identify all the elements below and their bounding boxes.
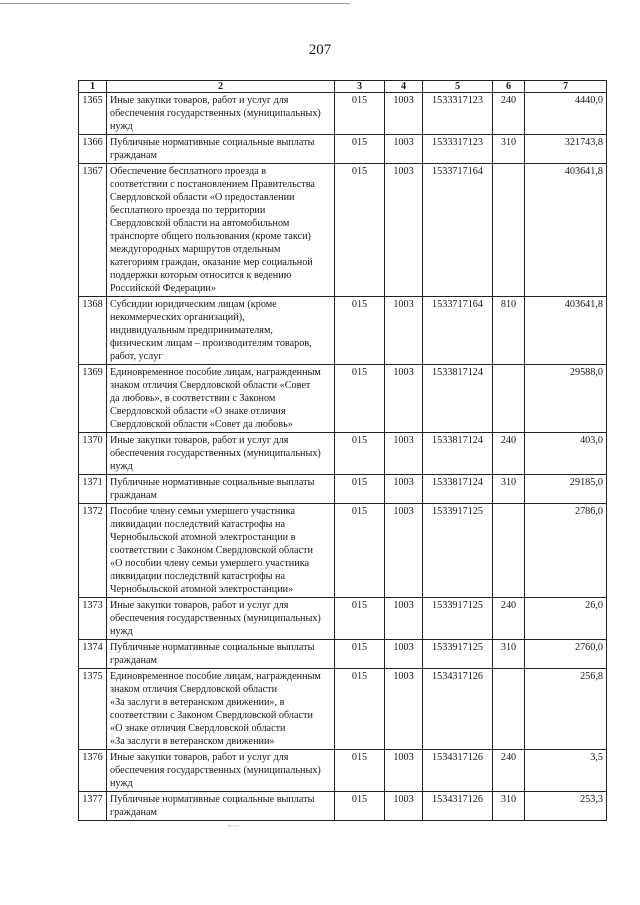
row-name-line: гражданам: [110, 490, 157, 501]
row-number: 1367: [79, 164, 107, 297]
row-section-code: 1003: [385, 433, 423, 475]
row-number: 1371: [79, 475, 107, 504]
row-number: 1377: [79, 792, 107, 821]
row-section-code: 1003: [385, 365, 423, 433]
row-target-code: 1533317123: [423, 93, 493, 135]
table-row: [79, 164, 607, 297]
row-name: [107, 750, 335, 792]
row-target-code: 1533717164: [423, 297, 493, 365]
row-target-code: 1533817124: [423, 433, 493, 475]
row-name-line: «О пособии члену семьи умершего участника: [110, 558, 310, 569]
row-section-code: 1003: [385, 640, 423, 669]
row-ministry-code: 015: [335, 504, 385, 598]
row-target-code: 1534317126: [423, 792, 493, 821]
row-name-line: соответствии с постановлением Правительства: [110, 179, 315, 190]
header-col-3: 3: [335, 81, 385, 93]
row-target-code: 1533317123: [423, 135, 493, 164]
row-expense-type: [493, 669, 525, 750]
row-name-line: индивидуальным предпринимателям,: [110, 325, 273, 336]
row-amount: 29588,0: [525, 365, 607, 433]
row-name: [107, 640, 335, 669]
row-name: [107, 365, 335, 433]
row-name: [107, 504, 335, 598]
row-target-code: 1533717164: [423, 164, 493, 297]
row-name-line: Свердловской области «О знаке отличия: [110, 406, 286, 417]
row-amount: 403641,8: [525, 297, 607, 365]
row-name-line: Пособие члену семьи умершего участника: [110, 506, 295, 517]
row-section-code: 1003: [385, 669, 423, 750]
row-number: 1368: [79, 297, 107, 365]
header-col-4: 4: [385, 81, 423, 93]
table-row: [79, 297, 607, 365]
row-ministry-code: 015: [335, 297, 385, 365]
row-name: [107, 93, 335, 135]
row-section-code: 1003: [385, 504, 423, 598]
row-name: [107, 164, 335, 297]
table-row: [79, 504, 607, 598]
row-target-code: 1533917125: [423, 504, 493, 598]
row-name-line: поддержки которым относится к ведению: [110, 270, 292, 281]
header-col-7: 7: [525, 81, 607, 93]
row-name: [107, 792, 335, 821]
header-col-5: 5: [423, 81, 493, 93]
row-name-line: работ, услуг: [110, 351, 163, 362]
table-row: [79, 669, 607, 750]
row-number: 1366: [79, 135, 107, 164]
row-expense-type: 310: [493, 475, 525, 504]
row-ministry-code: 015: [335, 365, 385, 433]
row-expense-type: 240: [493, 750, 525, 792]
row-target-code: 1534317126: [423, 750, 493, 792]
row-expense-type: 810: [493, 297, 525, 365]
row-amount: 29185,0: [525, 475, 607, 504]
row-name-line: «О знаке отличия Свердловской области: [110, 723, 286, 734]
row-expense-type: 310: [493, 640, 525, 669]
row-ministry-code: 015: [335, 640, 385, 669]
row-name-line: междугородных маршрутов отдельным: [110, 244, 281, 255]
page-number: 207: [308, 42, 332, 58]
row-number: 1376: [79, 750, 107, 792]
row-section-code: 1003: [385, 475, 423, 504]
row-name-line: нужд: [110, 626, 133, 637]
row-name-line: да любовь», в соответствии с Законом: [110, 393, 276, 404]
row-target-code: 1534317126: [423, 669, 493, 750]
row-ministry-code: 015: [335, 433, 385, 475]
row-name-line: Иные закупки товаров, работ и услуг для: [110, 600, 289, 611]
row-name-line: нужд: [110, 778, 133, 789]
row-section-code: 1003: [385, 135, 423, 164]
row-name: [107, 297, 335, 365]
row-number: 1372: [79, 504, 107, 598]
row-name-line: гражданам: [110, 150, 157, 161]
table-row: [79, 135, 607, 164]
row-target-code: 1533817124: [423, 365, 493, 433]
row-ministry-code: 015: [335, 475, 385, 504]
row-name-line: Иные закупки товаров, работ и услуг для: [110, 752, 289, 763]
row-name-line: транспорте общего пользования (кроме такси): [110, 231, 311, 242]
row-number: 1374: [79, 640, 107, 669]
row-name-line: гражданам: [110, 807, 157, 818]
row-name-line: Публичные нормативные социальные выплаты: [110, 477, 315, 488]
row-expense-type: 240: [493, 598, 525, 640]
row-name: [107, 433, 335, 475]
row-amount: 256,8: [525, 669, 607, 750]
row-name: [107, 135, 335, 164]
row-amount: 403641,8: [525, 164, 607, 297]
row-amount: 403,0: [525, 433, 607, 475]
row-target-code: 1533917125: [423, 598, 493, 640]
row-name-line: Публичные нормативные социальные выплаты: [110, 642, 315, 653]
row-name-line: бесплатного проезда по территории: [110, 205, 266, 216]
table-body: [79, 93, 607, 821]
row-ministry-code: 015: [335, 93, 385, 135]
row-name-line: физическим лицам – производителям товаров,: [110, 338, 312, 349]
row-target-code: 1533917125: [423, 640, 493, 669]
row-expense-type: 240: [493, 93, 525, 135]
row-ministry-code: 015: [335, 135, 385, 164]
row-name-line: ликвидации последствий катастрофы на: [110, 571, 285, 582]
row-number: 1365: [79, 93, 107, 135]
row-target-code: 1533817124: [423, 475, 493, 504]
row-name-line: Свердловской области на автомобильном: [110, 218, 290, 229]
row-name-line: «За заслуги в ветеранском движении»: [110, 736, 275, 747]
row-name-line: обеспечения государственных (муниципальных): [110, 108, 321, 119]
row-name-line: Обеспечение бесплатного проезда в: [110, 166, 267, 177]
row-name-line: Единовременное пособие лицам, награжденным: [110, 671, 321, 682]
row-ministry-code: 015: [335, 750, 385, 792]
row-section-code: 1003: [385, 164, 423, 297]
row-name-line: соответствии с Законом Свердловской области: [110, 545, 313, 556]
row-section-code: 1003: [385, 750, 423, 792]
row-name-line: знаком отличия Свердловской области: [110, 684, 278, 695]
row-name-line: обеспечения государственных (муниципальных): [110, 613, 321, 624]
row-name-line: Публичные нормативные социальные выплаты: [110, 137, 315, 148]
row-ministry-code: 015: [335, 164, 385, 297]
row-amount: 2760,0: [525, 640, 607, 669]
row-expense-type: 240: [493, 433, 525, 475]
row-number: 1373: [79, 598, 107, 640]
row-section-code: 1003: [385, 598, 423, 640]
header-col-2: 2: [107, 81, 335, 93]
header-row: [79, 81, 607, 93]
row-number: 1370: [79, 433, 107, 475]
row-ministry-code: 015: [335, 669, 385, 750]
table-row: [79, 750, 607, 792]
row-name: [107, 669, 335, 750]
row-amount: 26,0: [525, 598, 607, 640]
row-expense-type: 310: [493, 135, 525, 164]
row-name-line: соответствии с Законом Свердловской области: [110, 710, 313, 721]
row-name-line: «За заслуги в ветеранском движении», в: [110, 697, 285, 708]
row-name-line: Публичные нормативные социальные выплаты: [110, 794, 315, 805]
row-name-line: некоммерческих организаций),: [110, 312, 245, 323]
table-row: [79, 640, 607, 669]
row-name-line: Свердловской области «О предоставлении: [110, 192, 295, 203]
row-name-line: Субсидии юридическим лицам (кроме: [110, 299, 277, 310]
row-name-line: Российской Федерации»: [110, 283, 216, 294]
table-row: [79, 93, 607, 135]
table-row: [79, 433, 607, 475]
row-amount: 321743,8: [525, 135, 607, 164]
row-name: [107, 598, 335, 640]
row-number: 1369: [79, 365, 107, 433]
table-row: [79, 598, 607, 640]
row-number: 1375: [79, 669, 107, 750]
row-name-line: нужд: [110, 461, 133, 472]
row-section-code: 1003: [385, 93, 423, 135]
table-row: [79, 365, 607, 433]
row-expense-type: [493, 504, 525, 598]
table-row: [79, 792, 607, 821]
row-name-line: Единовременное пособие лицам, награжденным: [110, 367, 321, 378]
row-name-line: Чернобыльской атомной электростанции в: [110, 532, 296, 543]
row-amount: 253,3: [525, 792, 607, 821]
row-amount: 2786,0: [525, 504, 607, 598]
row-name-line: категориям граждан, оказание мер социальной: [110, 257, 313, 268]
row-amount: 3,5: [525, 750, 607, 792]
row-name-line: Чернобыльской атомной электростанции»: [110, 584, 294, 595]
row-expense-type: [493, 164, 525, 297]
row-section-code: 1003: [385, 297, 423, 365]
row-name: [107, 475, 335, 504]
scan-edge-line: [0, 3, 350, 4]
row-ministry-code: 015: [335, 598, 385, 640]
table-row: [79, 475, 607, 504]
row-name-line: гражданам: [110, 655, 157, 666]
row-name-line: Иные закупки товаров, работ и услуг для: [110, 95, 289, 106]
row-name-line: ликвидации последствий катастрофы на: [110, 519, 285, 530]
row-name-line: обеспечения государственных (муниципальных): [110, 765, 321, 776]
row-name-line: Свердловской области «Совет да любовь»: [110, 419, 293, 430]
row-name-line: нужд: [110, 121, 133, 132]
row-name-line: Иные закупки товаров, работ и услуг для: [110, 435, 289, 446]
row-ministry-code: 015: [335, 792, 385, 821]
row-amount: 4440,0: [525, 93, 607, 135]
row-name-line: знаком отличия Свердловской области «Совет: [110, 380, 311, 391]
row-name-line: обеспечения государственных (муниципальных): [110, 448, 321, 459]
header-col-1: 1: [79, 81, 107, 93]
row-expense-type: [493, 365, 525, 433]
row-expense-type: 310: [493, 792, 525, 821]
pen-mark: ~·~: [228, 824, 240, 830]
header-col-6: 6: [493, 81, 525, 93]
budget-table: [78, 80, 607, 821]
row-section-code: 1003: [385, 792, 423, 821]
